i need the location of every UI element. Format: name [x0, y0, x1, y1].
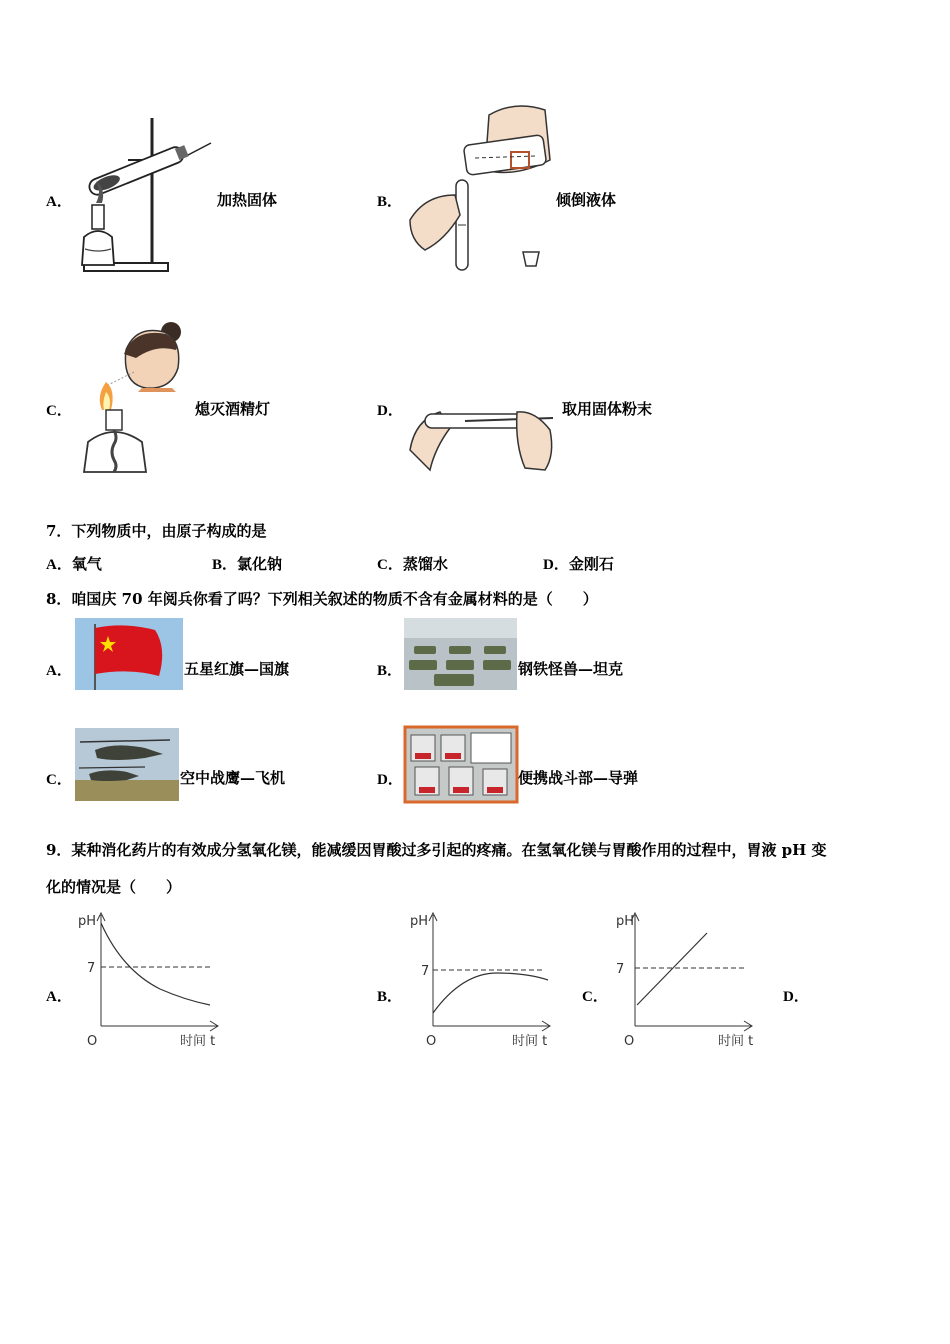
x-axis-label: 时间 t	[180, 1034, 216, 1049]
q7-option-b[interactable]: B．氯化钠	[212, 557, 283, 573]
q9-option-a-label[interactable]: A．	[46, 989, 72, 1005]
origin-label: O	[87, 1034, 98, 1049]
q6-option-a-label[interactable]: A．	[46, 194, 72, 210]
q7-option-c[interactable]: C．蒸馏水	[377, 557, 448, 573]
q8-stem: 8．咱国庆 70 年阅兵你看了吗？下列相关叙述的物质不含有金属材料的是（ ）	[46, 590, 598, 608]
q8-option-d-caption: 便携战斗部—导弹	[518, 769, 639, 787]
q8-option-a-label[interactable]: A．	[46, 663, 72, 679]
national-flag-photo	[75, 618, 183, 690]
q8-option-d-label[interactable]: D．	[377, 772, 403, 788]
q9-stem-line2: 化的情况是（ ）	[46, 878, 182, 896]
helicopter-photo	[75, 728, 179, 801]
q9-option-c-label[interactable]: C．	[582, 989, 608, 1005]
q9-option-b-label[interactable]: B．	[377, 989, 403, 1005]
ref-7-tick: 7	[421, 964, 430, 979]
y-axis-label: pH	[410, 914, 429, 929]
q9-option-d-label[interactable]: D．	[783, 989, 809, 1005]
q6-option-b-label[interactable]: B．	[377, 194, 403, 210]
origin-label: O	[624, 1034, 635, 1049]
q6-option-b-caption: 倾倒液体	[556, 191, 617, 209]
series-a-curve	[101, 923, 210, 1005]
ph-graph-a	[70, 905, 240, 1055]
q6-option-d-label[interactable]: D．	[377, 403, 403, 419]
ref-7-tick: 7	[87, 961, 96, 976]
extinguish-alcohol-lamp-illustration	[76, 310, 196, 480]
heating-solid-apparatus-illustration	[76, 115, 216, 275]
ph-graph-b	[402, 905, 572, 1055]
origin-label: O	[426, 1034, 437, 1049]
pouring-liquid-illustration	[405, 100, 555, 275]
q8-option-b-label[interactable]: B．	[377, 663, 403, 679]
q8-option-a-caption: 五星红旗—国旗	[184, 660, 290, 678]
y-axis-label: pH	[78, 914, 97, 929]
q8-option-c-label[interactable]: C．	[46, 772, 72, 788]
q6-option-d-caption: 取用固体粉末	[562, 400, 653, 418]
tank-parade-photo	[404, 618, 517, 690]
q7-option-a[interactable]: A．氧气	[46, 557, 102, 573]
q6-option-c-caption: 熄灭酒精灯	[195, 400, 271, 418]
x-axis-label: 时间 t	[512, 1034, 548, 1049]
missile-parade-photo	[405, 727, 517, 802]
series-b-curve	[433, 973, 548, 1013]
q7-stem: 7．下列物质中，由原子构成的是	[46, 522, 267, 540]
q8-option-b-caption: 钢铁怪兽—坦克	[518, 660, 624, 678]
taking-solid-powder-illustration	[405, 400, 560, 475]
y-axis-label: pH	[616, 914, 635, 929]
ref-7-tick: 7	[616, 962, 625, 977]
q6-option-c-label[interactable]: C．	[46, 403, 72, 419]
ph-graph-c	[604, 905, 774, 1055]
q6-option-a-caption: 加热固体	[217, 191, 278, 209]
q8-option-c-caption: 空中战鹰—飞机	[180, 769, 286, 787]
series-c-line	[637, 933, 707, 1005]
q9-stem-line1: 9．某种消化药片的有效成分氢氧化镁，能减缓因胃酸过多引起的疼痛。在氢氧化镁与胃酸作用的过程中，胃液 pH 变	[46, 841, 827, 859]
x-axis-label: 时间 t	[718, 1034, 754, 1049]
q7-option-d[interactable]: D．金刚石	[543, 557, 614, 573]
